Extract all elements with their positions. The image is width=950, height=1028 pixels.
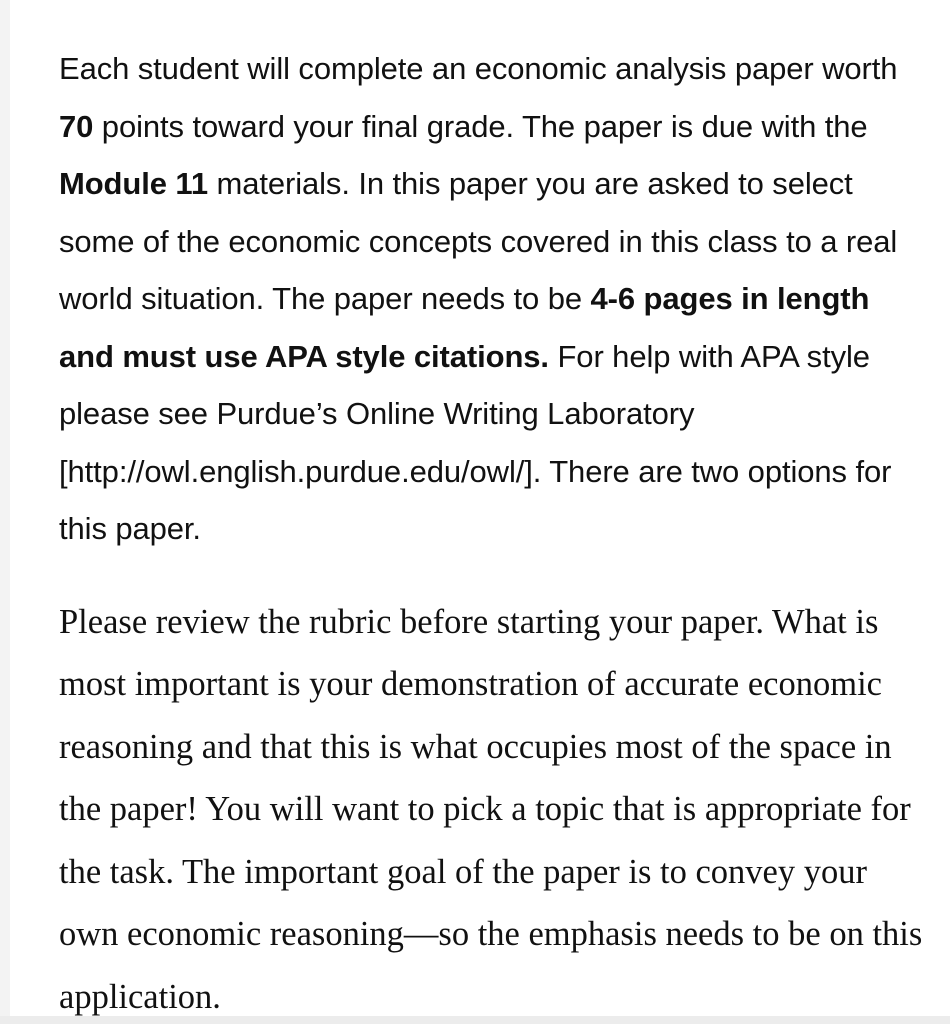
document-page [59,40,929,1028]
assignment-text-1: Each student will complete an economic analysis paper worth [59,51,897,86]
length-requirement: 4-6 pages in length and must use APA style citations. [59,281,869,374]
rubric-paragraph: Please review the rubric before starting your paper. What is most important is your demonstration of accurate economic reasoning and that this is what occupies most of the space in the paper! You will want to pick a topic that is appropriate for the task. The important goal of the paper is to convey your own economic reasoning—so the emphasis needs to be on this application. [59,591,929,1028]
points-value: 70 [59,109,93,144]
module-label: Module 11 [59,166,208,201]
assignment-paragraph [59,40,929,558]
assignment-text-2: points toward your final grade. The paper is due with the [93,109,867,144]
page-left-border [0,0,10,1024]
assignment-text-3: materials. In this paper you are asked to select some of the economic concepts covered in this class to a real world situation. The paper needs to be [59,166,897,316]
assignment-text-4: For help with APA style please see Purdue’s Online Writing Laboratory [http://owl.english.purdue.edu/owl/]. There are two options for this paper. [59,339,891,547]
page-bottom-border [0,1016,950,1024]
